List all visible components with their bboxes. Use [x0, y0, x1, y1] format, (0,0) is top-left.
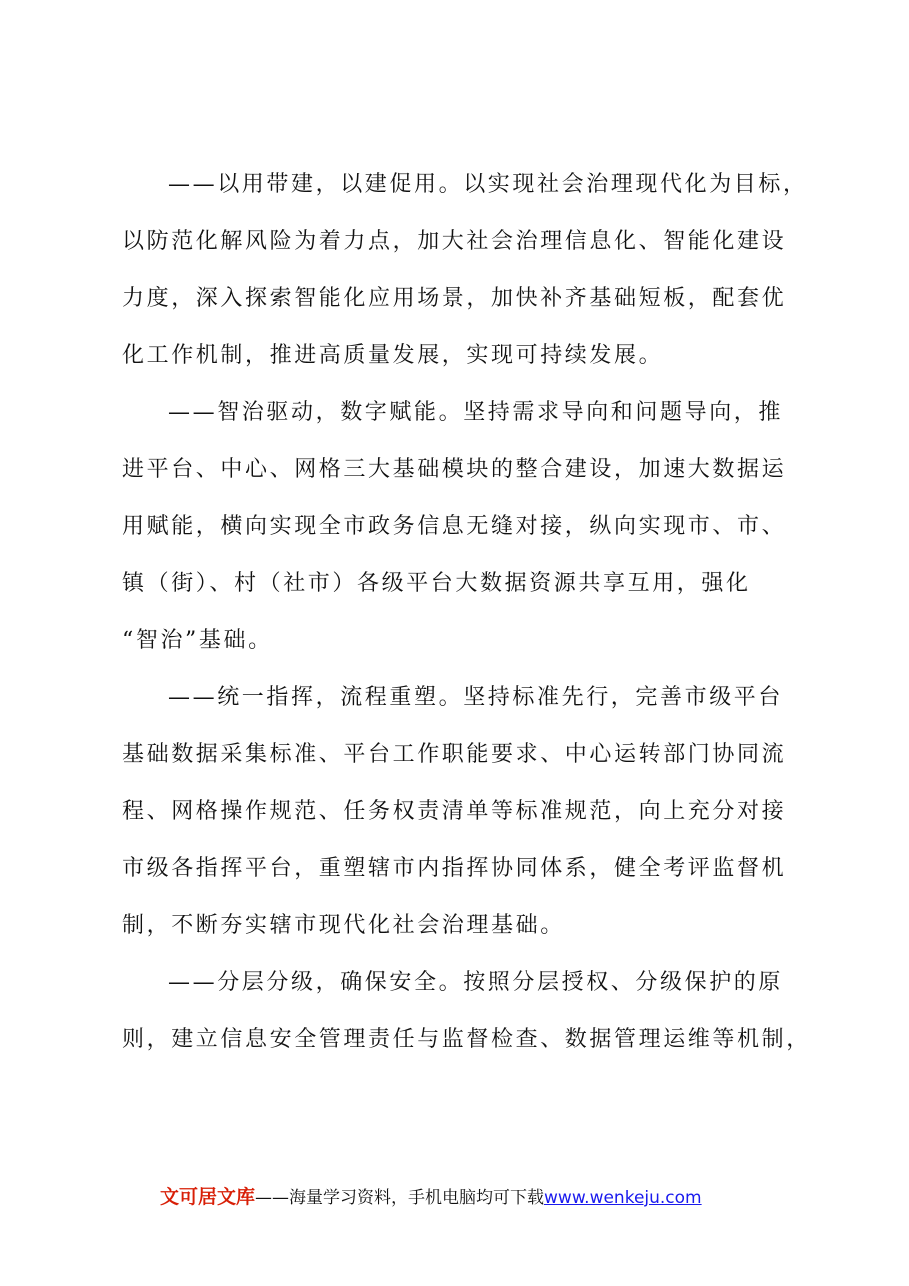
paragraph-1-line-4: 化工作机制，推进高质量发展，实现可持续发展。: [122, 343, 664, 368]
footer-dash: ——: [255, 1188, 290, 1208]
paragraph-3-line-3: 程、网格操作规范、任务权责清单等标准规范，向上充分对接: [122, 799, 787, 824]
footer-brand: 文可居文库: [160, 1186, 256, 1208]
paragraph-2-line-4: 镇（街）、村（社市）各级平台大数据资源共享互用，强化: [122, 571, 751, 596]
footer-website-link[interactable]: www.wenkeju.com: [544, 1188, 702, 1208]
paragraph-3-line-4: 市级各指挥平台，重塑辖市内指挥协同体系，健全考评监督机: [122, 856, 787, 881]
paragraph-1-line-2: 以防范化解风险为着力点，加大社会治理信息化、智能化建设: [122, 229, 787, 254]
footer-banner: [160, 1183, 800, 1211]
paragraph-1-line-1: ——以用带建，以建促用。以实现社会治理现代化为目标，: [168, 172, 808, 197]
paragraph-2-line-1: ——智治驱动，数字赋能。坚持需求导向和问题导向，推: [168, 400, 784, 425]
paragraph-3-line-5: 制，不断夯实辖市现代化社会治理基础。: [122, 913, 565, 938]
paragraph-1-line-3: 力度，深入探索智能化应用场景，加快补齐基础短板，配套优: [122, 286, 787, 311]
paragraph-2-line-2: 进平台、中心、网格三大基础模块的整合建设，加速大数据运: [122, 457, 787, 482]
paragraph-4-line-2: 则，建立信息安全管理责任与监督检查、数据管理运维等机制，: [122, 1027, 811, 1052]
paragraph-4-line-1: ——分层分级，确保安全。按照分层授权、分级保护的原: [168, 970, 784, 995]
paragraph-2-line-3: 用赋能，横向实现全市政务信息无缝对接，纵向实现市、市、: [122, 514, 787, 539]
paragraph-3-line-1: ——统一指挥，流程重塑。坚持标准先行，完善市级平台: [168, 685, 784, 710]
paragraph-3-line-2: 基础数据采集标准、平台工作职能要求、中心运转部门协同流: [122, 742, 787, 767]
footer-tagline: 海量学习资料，手机电脑均可下载: [289, 1188, 545, 1208]
paragraph-2-line-5: “智治”基础。: [122, 628, 273, 653]
